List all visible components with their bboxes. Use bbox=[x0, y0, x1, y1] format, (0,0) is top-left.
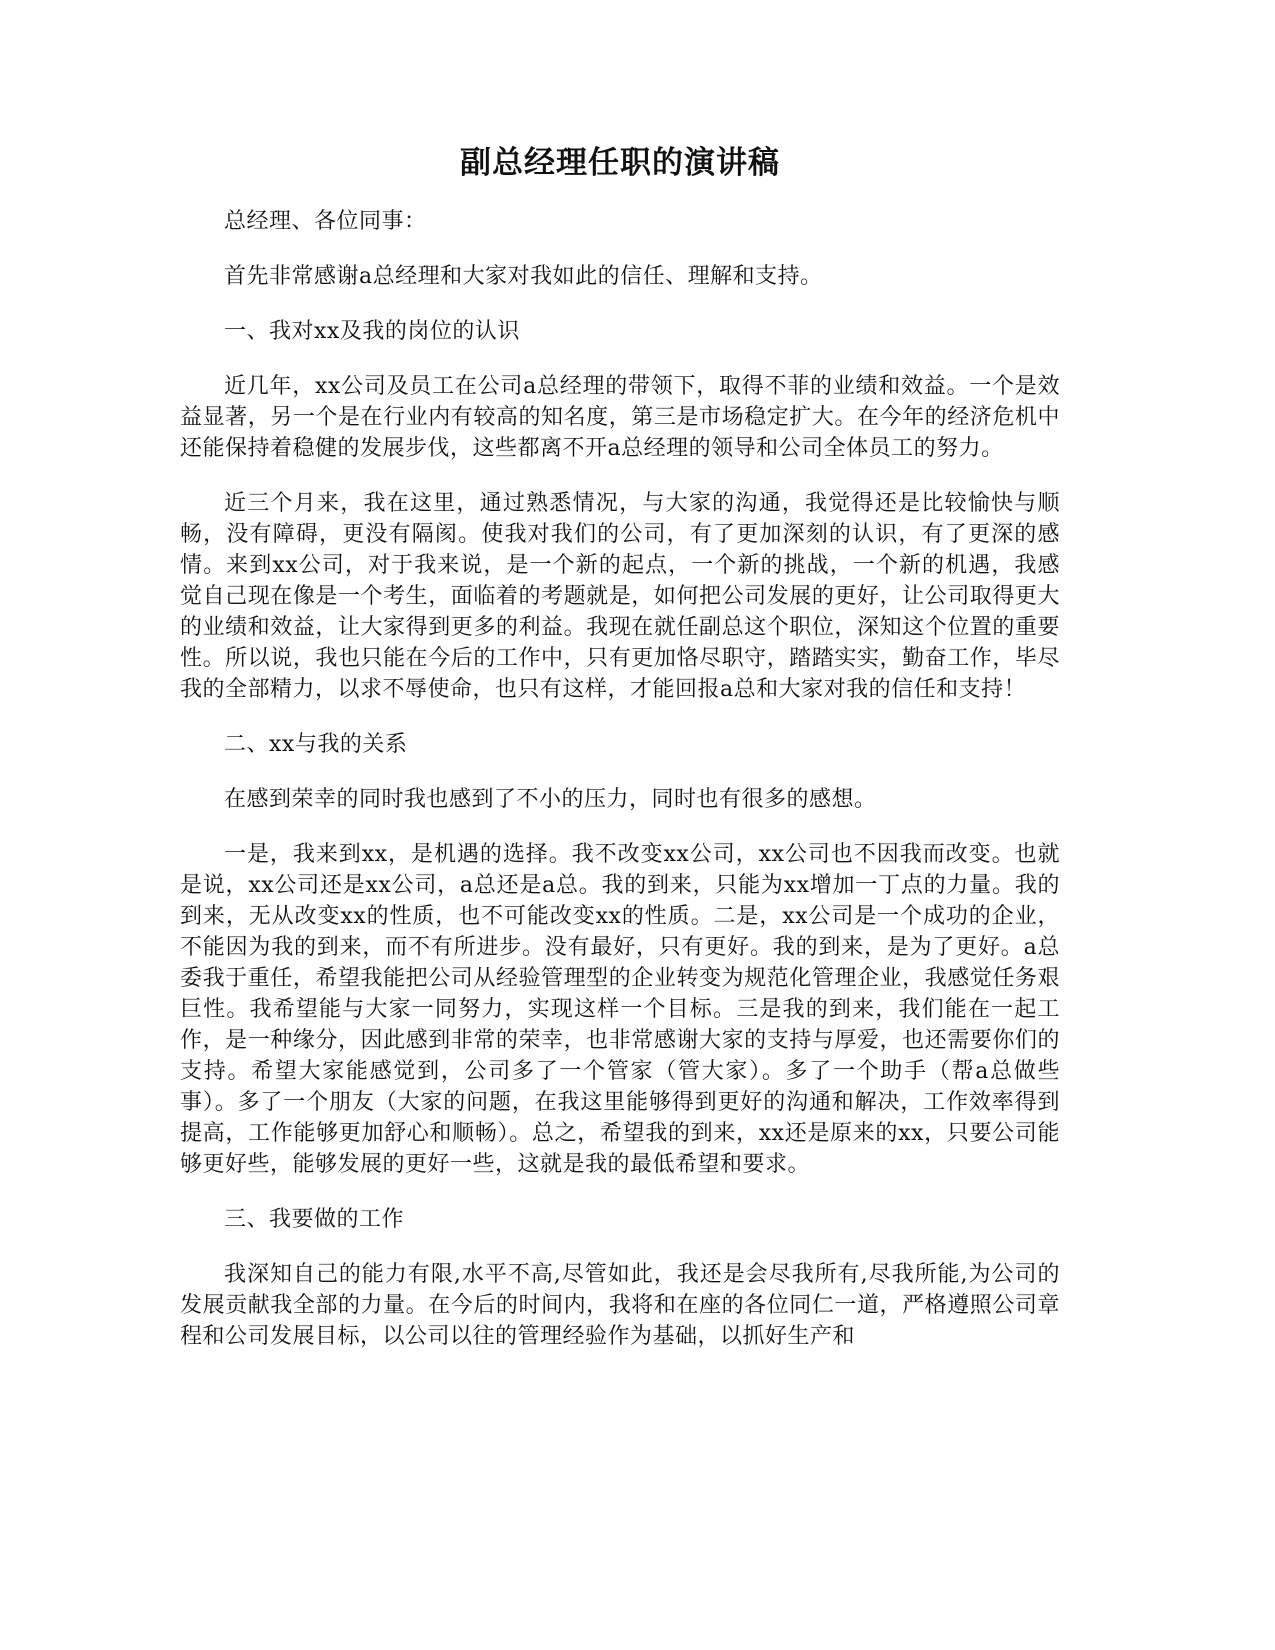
paragraph-relationship: 一是，我来到xx，是机遇的选择。我不改变xx公司，xx公司也不因我而改变。也就是说，xx公司还是xx公司，a总还是a总。我的到来，只能为xx增加一丁点的力量。我的到来，无从改变xx的性质，也不可能改变xx的性质。二是，xx公司是一个成功的企业，不能因为我的到来，而不有所进步。没有最好，只有更好。我的到来，是为了更好。a总委我于重任，希望我能把公司从经验管理型的企业转变为规范化管理企业，我感觉任务艰巨性。我希望能与大家一同努力，实现这样一个目标。三是我的到来，我们能在一起工作，是一种缘分，因此感到非常的荣幸，也非常感谢大家的支持与厚爱，也还需要你们的支持。希望大家能感觉到，公司多了一个管家（管大家）。多了一个助手（帮a总做些事）。多了一个朋友（大家的问题，在我这里能够得到更好的沟通和解决，工作效率得到提高，工作能够更加舒心和顺畅）。总之，希望我的到来，xx还是原来的xx，只要公司能够更好些，能够发展的更好一些，这就是我的最低希望和要求。 bbox=[180, 842, 1060, 1177]
salutation: 总经理、各位同事： bbox=[224, 209, 427, 234]
section-heading-3: 三、我要做的工作 bbox=[224, 1207, 405, 1232]
paragraph-recent-months: 近三个月来，我在这里，通过熟悉情况，与大家的沟通，我觉得还是比较愉快与顺畅，没有障碍，更没有隔阂。使我对我们的公司，有了更加深刻的认识，有了更深的感情。来到xx公司，对于我来说，是一个新的起点，一个新的挑战，一个新的机遇，我感觉自己现在像是一个考生，面临着的考题就是，如何把公司发展的更好，让公司取得更大的业绩和效益，让大家得到更多的利益。我现在就任副总这个职位，深知这个位置的重要性。所以说，我也只能在今后的工作中，只有更加恪尽职守，踏踏实实，勤奋工作，毕尽我的全部精力，以求不辱使命，也只有这样，才能回报a总和大家对我的信任和支持！ bbox=[180, 491, 1060, 702]
document-page bbox=[180, 140, 1060, 1376]
section-heading-2: 二、xx与我的关系 bbox=[224, 732, 408, 757]
paragraph-thanks: 首先非常感谢a总经理和大家对我如此的信任、理解和支持。 bbox=[224, 264, 823, 289]
paragraph-company-performance: 近几年，xx公司及员工在公司a总经理的带领下，取得不菲的业绩和效益。一个是效益显著，另一个是在行业内有较高的知名度，第三是市场稳定扩大。在今年的经济危机中还能保持着稳健的发展步伐，这些都离不开a总经理的领导和公司全体员工的努力。 bbox=[180, 374, 1060, 461]
paragraph-work-plan: 我深知自己的能力有限,水平不高,尽管如此，我还是会尽我所有,尽我所能,为公司的发展贡献我全部的力量。在今后的时间内，我将和在座的各位同仁一道，严格遵照公司章程和公司发展目标，以公司以往的管理经验作为基础，以抓好生产和 bbox=[180, 1262, 1060, 1349]
section-heading-1: 一、我对xx及我的岗位的认识 bbox=[224, 319, 520, 344]
paragraph-pressure: 在感到荣幸的同时我也感到了不小的压力，同时也有很多的感想。 bbox=[224, 787, 877, 812]
document-title: 副总经理任职的演讲稿 bbox=[460, 145, 780, 181]
